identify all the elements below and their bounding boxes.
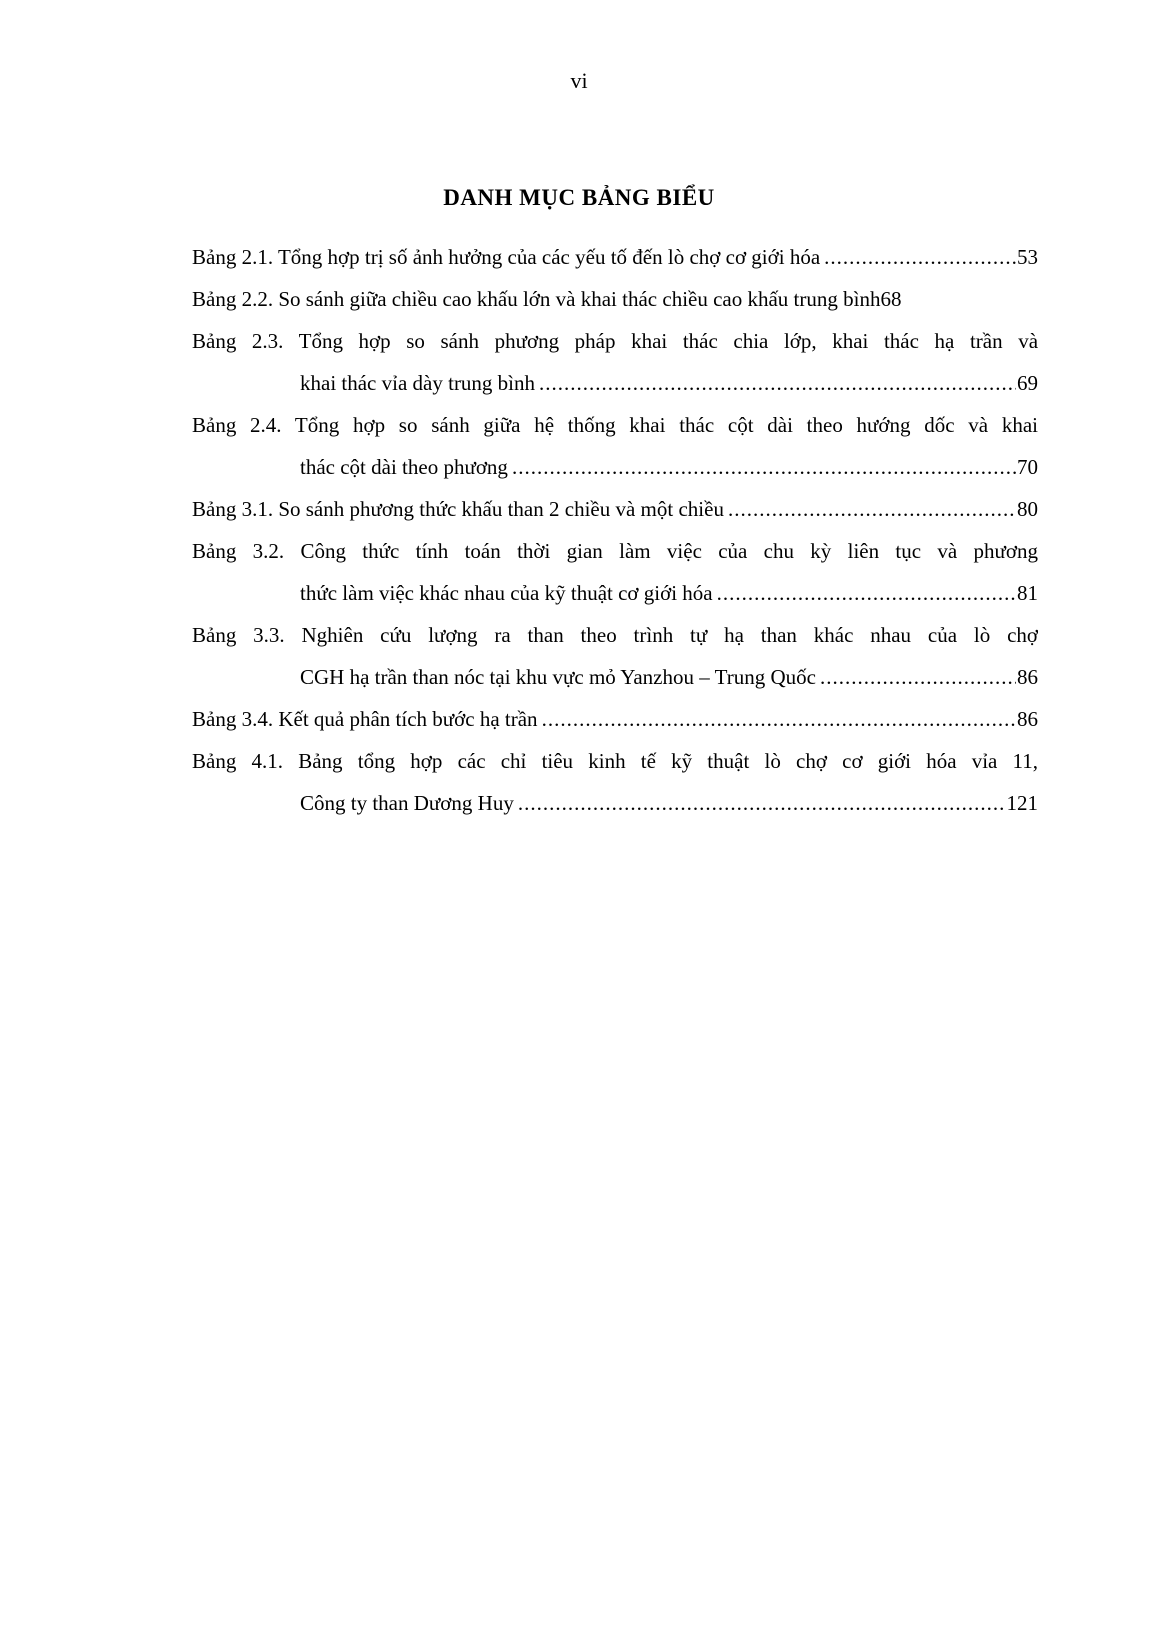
entry-title-continuation: thác cột dài theo phương [300,455,508,479]
dot-leader [820,656,1016,698]
entry-title: Tổng hợp trị số ảnh hưởng của các yếu tố đến lò chợ cơ giới hóa [277,245,821,269]
entry-title: Công thức tính toán thời gian làm việc của chu kỳ liên tục và phương [300,539,1038,563]
toc-entry [192,278,1038,320]
dot-leader [824,236,1016,278]
entry-label: Bảng 3.1. [192,497,274,521]
entry-label: Bảng 3.3. [192,623,285,647]
entry-title: Kết quả phân tích bước hạ trần [278,707,538,731]
dot-leader [539,362,1016,404]
toc-entry [192,236,1038,278]
entry-label: Bảng 4.1. [192,749,284,773]
dot-leader [512,446,1016,488]
entry-page-number: 81 [1017,581,1038,605]
entry-page-number: 69 [1017,371,1038,395]
entry-title-continuation: khai thác vỉa dày trung bình [300,371,536,395]
toc-entry [192,320,1038,404]
toc-entry [192,698,1038,740]
dot-leader [518,782,1006,824]
entry-label: Bảng 2.4. [192,413,282,437]
entry-label: Bảng 3.4. [192,707,274,731]
entry-page-number: 70 [1017,455,1038,479]
entry-label: Bảng 2.3. [192,329,284,353]
entry-title-continuation: thức làm việc khác nhau của kỹ thuật cơ giới hóa [300,581,713,605]
entry-page-number: 86 [1017,707,1038,731]
page-title: DANH MỤC BẢNG BIỂU [443,185,715,210]
dot-leader [728,488,1016,530]
entry-title: So sánh giữa chiều cao khấu lớn và khai thác chiều cao khấu trung bình [278,287,881,311]
entry-label: Bảng 2.1. [192,245,274,269]
entry-page-number: 121 [1006,791,1038,815]
entry-label: Bảng 3.2. [192,539,285,563]
entry-label: Bảng 2.2. [192,287,274,311]
entry-title: Bảng tổng hợp các chỉ tiêu kinh tế kỹ thuật lò chợ cơ giới hóa vỉa 11, [298,749,1038,773]
toc-entry [192,530,1038,614]
dot-leader [717,572,1016,614]
entry-title-continuation: Công ty than Dương Huy [300,791,514,815]
toc-entry [192,614,1038,698]
toc-entry [192,740,1038,824]
entry-title: Nghiên cứu lượng ra than theo trình tự hạ than khác nhau của lò chợ [301,623,1038,647]
dot-leader [542,698,1016,740]
entry-title: Tổng hợp so sánh giữa hệ thống khai thác cột dài theo hướng dốc và khai [294,413,1038,437]
page-number: vi [570,68,588,93]
entry-page-number: 86 [1017,665,1038,689]
entry-title: Tổng hợp so sánh phương pháp khai thác chia lớp, khai thác hạ trần và [298,329,1038,353]
entry-page-number: 68 [880,287,902,311]
entry-title: So sánh phương thức khấu than 2 chiều và một chiều [278,497,724,521]
entry-title-continuation: CGH hạ trần than nóc tại khu vực mỏ Yanzhou – Trung Quốc [300,665,816,689]
toc-entry [192,488,1038,530]
entry-page-number: 80 [1017,497,1038,521]
toc-entry [192,404,1038,488]
entry-page-number: 53 [1017,245,1038,269]
table-list [192,236,1038,824]
